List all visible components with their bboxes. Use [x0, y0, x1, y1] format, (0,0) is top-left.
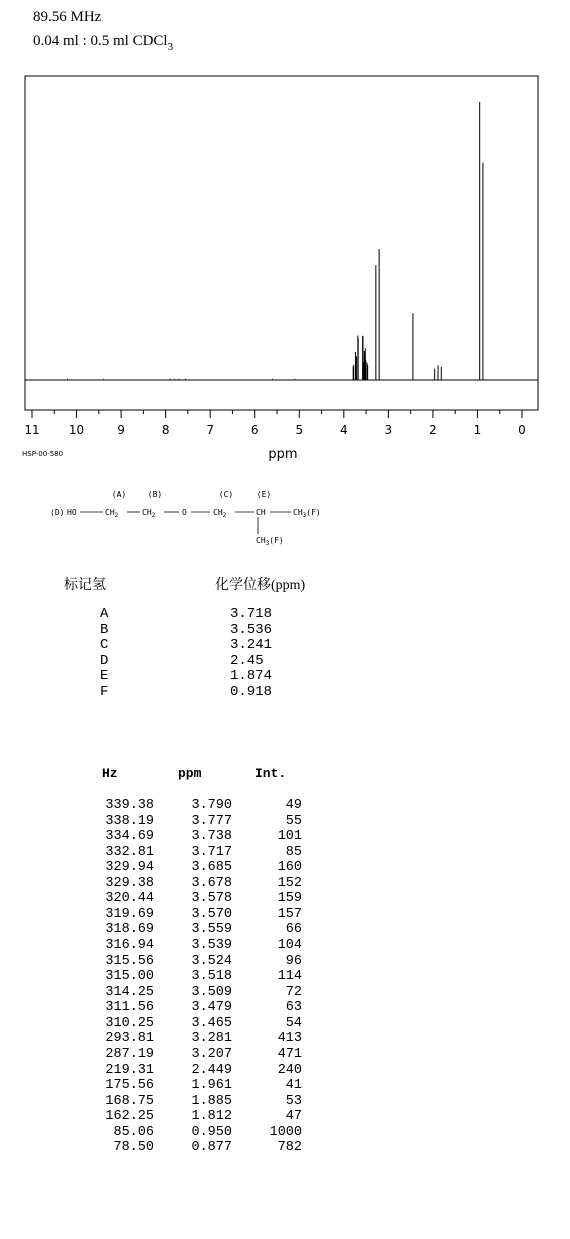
x-axis-tick-labels	[24, 423, 525, 437]
peak-int-cell: 152	[277, 875, 302, 891]
sample-subscript: 3	[167, 41, 174, 53]
assign-row-shift: 3.718	[230, 606, 273, 622]
peak-ppm-cell: 3.559	[191, 922, 232, 938]
peak-ppm-cell: 3.738	[191, 829, 232, 845]
x-tick-label: 7	[206, 423, 215, 437]
assign-row-shift: 1.874	[230, 668, 273, 684]
peak-hz-cell: 219.31	[105, 1062, 154, 1078]
peak-lines	[353, 102, 483, 380]
nmr-spectrum-chart	[0, 0, 570, 470]
peak-ppm-cell: 3.570	[191, 906, 232, 922]
peak-hz-cell: 315.56	[105, 953, 154, 969]
peak-int-cell: 240	[277, 1062, 302, 1078]
peak-hz-cell: 315.00	[105, 969, 154, 985]
x-tick-label: 5	[295, 423, 304, 437]
peak-hz-cell: 162.25	[105, 1109, 154, 1125]
peak-ppm-cell: 3.777	[191, 813, 232, 829]
assign-row-label: B	[100, 621, 109, 638]
peak-hz-cell: 175.56	[105, 1078, 154, 1094]
peak-int-cell: 101	[277, 829, 302, 845]
x-tick-label: 2	[429, 423, 437, 437]
peak-col-ppm: ppm	[178, 766, 202, 781]
peak-int-cell: 66	[285, 922, 302, 938]
assign-row-shift: 2.45	[230, 652, 264, 669]
peak-hz-cell: 329.38	[105, 875, 154, 891]
peak-hz-cell: 334.69	[105, 829, 154, 845]
struct-branch-CH3-F: $CH_3(F)$	[256, 536, 284, 547]
struct-CH2-C: $CH_2$	[213, 508, 227, 519]
struct-D-label: (D)	[50, 508, 65, 517]
peak-int-cell: 160	[277, 860, 302, 876]
peak-ppm-cell: 3.539	[191, 938, 232, 954]
peak-int-cell: 72	[285, 984, 302, 1000]
x-tick-label: 11	[24, 423, 40, 437]
peak-ppm-cell: 3.207	[191, 1046, 232, 1062]
struct-CH3-F: $CH_3(F)$	[293, 508, 321, 519]
x-tick-label: 10	[68, 423, 85, 437]
x-tick-label: 0	[518, 423, 526, 437]
struct-HO: HO	[67, 508, 77, 517]
assign-row-shift: 3.536	[230, 621, 273, 638]
structure-diagram	[50, 486, 345, 556]
x-tick-label: 3	[384, 423, 393, 437]
peak-ppm-cell: 2.449	[191, 1062, 232, 1078]
assign-row-label: A	[100, 606, 109, 622]
peak-ppm-cell: 1.885	[191, 1093, 232, 1109]
peak-hz-cell: 318.69	[105, 922, 154, 938]
peak-ppm-cell: 0.950	[191, 1124, 232, 1140]
struct-label-B: (B)	[147, 490, 163, 499]
peak-int-cell: 47	[285, 1109, 302, 1125]
peak-ppm-cell: 3.509	[191, 984, 232, 1000]
peak-ppm-cell: 3.678	[191, 875, 232, 891]
sample-prefix: 0.04 ml : 0.5 ml CDCl	[33, 33, 168, 49]
peak-int-cell: 96	[285, 953, 302, 969]
peak-ppm-cell: 3.578	[191, 891, 232, 907]
struct-label-A: (A)	[111, 490, 127, 499]
peak-ppm-cell: 0.877	[191, 1140, 232, 1156]
x-tick-label: 4	[339, 423, 348, 437]
peak-hz-cell: 85.06	[113, 1124, 154, 1140]
x-tick-label: 6	[250, 423, 259, 437]
peak-hz-cell: 319.69	[105, 906, 154, 922]
assign-row-label: F	[100, 683, 109, 700]
peak-ppm-cell: 3.479	[191, 1000, 232, 1016]
assign-row-label: D	[100, 652, 109, 669]
peak-int-cell: 54	[285, 1015, 302, 1031]
peak-int-cell: 53	[285, 1093, 302, 1109]
x-axis-ticks	[32, 410, 522, 418]
peak-int-cell: 55	[285, 813, 302, 829]
assign-row-label: E	[100, 668, 109, 684]
struct-label-E: (E)	[256, 490, 272, 499]
peak-hz-cell: 332.81	[105, 844, 154, 860]
peak-int-cell: 157	[277, 906, 302, 922]
peak-hz-cell: 338.19	[105, 813, 154, 829]
struct-CH2-B: $CH_2$	[142, 508, 156, 519]
peak-hz-cell: 339.38	[105, 798, 154, 813]
peak-int-cell: 471	[277, 1046, 302, 1062]
assign-row-shift: 3.241	[230, 637, 273, 653]
x-tick-label: 9	[117, 423, 125, 437]
peak-ppm-cell: 3.685	[191, 860, 232, 876]
peak-int-cell: 413	[277, 1031, 302, 1047]
peak-int-cell: 782	[277, 1140, 302, 1156]
peak-ppm-cell: 3.518	[191, 969, 232, 985]
peak-hz-cell: 320.44	[105, 891, 154, 907]
peak-hz-cell: 287.19	[105, 1046, 154, 1062]
peak-col-int: Int.	[255, 766, 287, 781]
peak-ppm-cell: 3.717	[191, 844, 232, 860]
struct-CH2-A: $CH_2$	[105, 508, 119, 519]
assign-header-shift: 化学位移(ppm)	[215, 578, 306, 593]
peak-hz-cell: 314.25	[105, 984, 154, 1000]
peak-hz-cell: 311.56	[105, 1000, 154, 1016]
peak-ppm-cell: 3.465	[191, 1015, 232, 1031]
peak-ppm-cell: 1.812	[191, 1109, 232, 1125]
x-axis-label: ppm	[268, 447, 298, 462]
peak-int-cell: 159	[277, 891, 302, 907]
struct-CH-E: CH	[256, 508, 266, 517]
plot-frame	[25, 76, 538, 410]
peak-hz-cell: 78.50	[113, 1140, 154, 1156]
peak-int-cell: 104	[277, 938, 302, 954]
peak-ppm-cell: 3.790	[191, 798, 232, 813]
peak-ppm-cell: 3.524	[191, 953, 232, 969]
x-tick-label: 1	[473, 423, 482, 437]
peak-int-cell: 1000	[269, 1124, 302, 1140]
peak-int-cell: 85	[285, 844, 302, 860]
peak-col-hz: Hz	[102, 766, 118, 781]
frequency-label: 89.56 MHz	[33, 9, 102, 25]
peak-ppm-cell: 3.281	[191, 1031, 232, 1047]
peak-int-cell: 114	[277, 969, 302, 985]
peak-ppm-cell: 1.961	[191, 1078, 232, 1094]
peak-int-cell: 41	[285, 1078, 302, 1094]
peak-int-cell: 63	[285, 1000, 302, 1016]
peak-int-cell: 49	[285, 798, 302, 813]
peak-hz-cell: 316.94	[105, 938, 154, 954]
x-tick-label: 8	[161, 423, 170, 437]
peak-hz-cell: 168.75	[105, 1093, 154, 1109]
assign-row-label: C	[100, 637, 109, 653]
assign-row-shift: 0.918	[230, 683, 273, 700]
spectrum-code: HSP-00-580	[22, 450, 64, 458]
peak-hz-cell: 329.94	[105, 860, 154, 876]
peak-hz-cell: 310.25	[105, 1015, 154, 1031]
struct-O: O	[182, 508, 187, 517]
assign-header-label: 标记氢	[64, 578, 106, 593]
struct-label-C: (C)	[218, 490, 234, 499]
peak-hz-cell: 293.81	[105, 1031, 154, 1047]
